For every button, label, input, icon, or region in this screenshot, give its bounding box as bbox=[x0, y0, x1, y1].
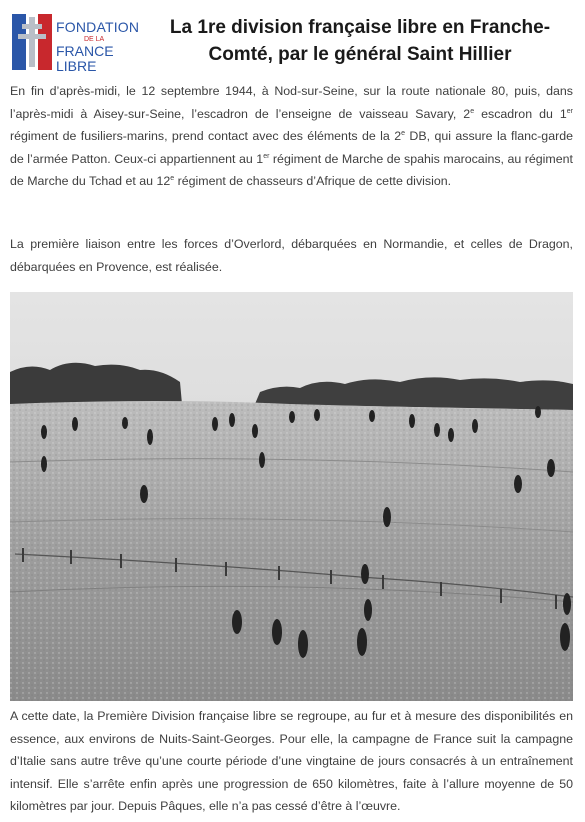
paragraph-1 bbox=[10, 80, 573, 193]
paragraph-1-text: régiment de Marche de spahis marocains, au régiment de Marche du Tchad et au 12 bbox=[10, 151, 573, 188]
fondation-logo[interactable] bbox=[12, 14, 140, 74]
paragraph-1-text: régiment de fusiliers-marins, prend contact avec des éléments de la 2 bbox=[10, 129, 402, 143]
superscript: e bbox=[170, 174, 175, 182]
superscript: er bbox=[566, 107, 573, 115]
superscript: er bbox=[263, 152, 270, 160]
logo-line-1: FONDATION bbox=[56, 19, 140, 35]
logo-line-3: FRANCE LIBRE bbox=[56, 43, 114, 74]
paragraph-1-text: DB, qui assure la flanc-garde de l’armée Patton. Ceux-ci appartiennent au 1 bbox=[10, 129, 573, 166]
paragraph-2: La première liaison entre les forces d’Overlord, débarquées en Normandie, et celles de Dragon, débarquées en Provence, est réalisée. bbox=[10, 237, 573, 274]
logo-line-2: DE LA bbox=[84, 36, 105, 43]
page-header bbox=[0, 0, 585, 80]
page-title: La 1re division française libre en Franche-Comté, par le général Saint Hillier bbox=[169, 17, 551, 65]
paragraph-1-text: En fin d’après-midi, le 12 septembre 1944, à Nod-sur-Seine, sur la route nationale 80, puis, dans l’après-midi à Aisey-sur-Seine, l’escadron de l’enseigne de vaisseau Savary, 2 bbox=[10, 84, 573, 121]
superscript: e bbox=[401, 129, 405, 137]
paragraph-1-text: escadron du 1 bbox=[474, 106, 567, 121]
paragraph-1-text: régiment de chasseurs d’Afrique de cette division. bbox=[174, 174, 452, 188]
historical-photo bbox=[10, 292, 573, 701]
superscript: e bbox=[470, 107, 475, 115]
cross-of-lorraine-icon bbox=[12, 14, 52, 70]
logo-text bbox=[56, 19, 140, 74]
paragraph-3: A cette date, la Première Division française libre se regroupe, au fur et à mesure des disponibilités en essence, aux environs de Nuits-Saint-Georges. Pour elle, la campagne de France suit la campagne d’Italie sans autre trêve qu’une courte période d’une vingtaine de jours consacrés à un entraînement intensif. Elle s’arrête enfin après une progression de 650 kilomètres, faite à l’allure moyenne de 50 kilomètres par jour. Depuis Pâques, elle n’a pas cessé d’être à l’œuvre. bbox=[10, 709, 573, 813]
